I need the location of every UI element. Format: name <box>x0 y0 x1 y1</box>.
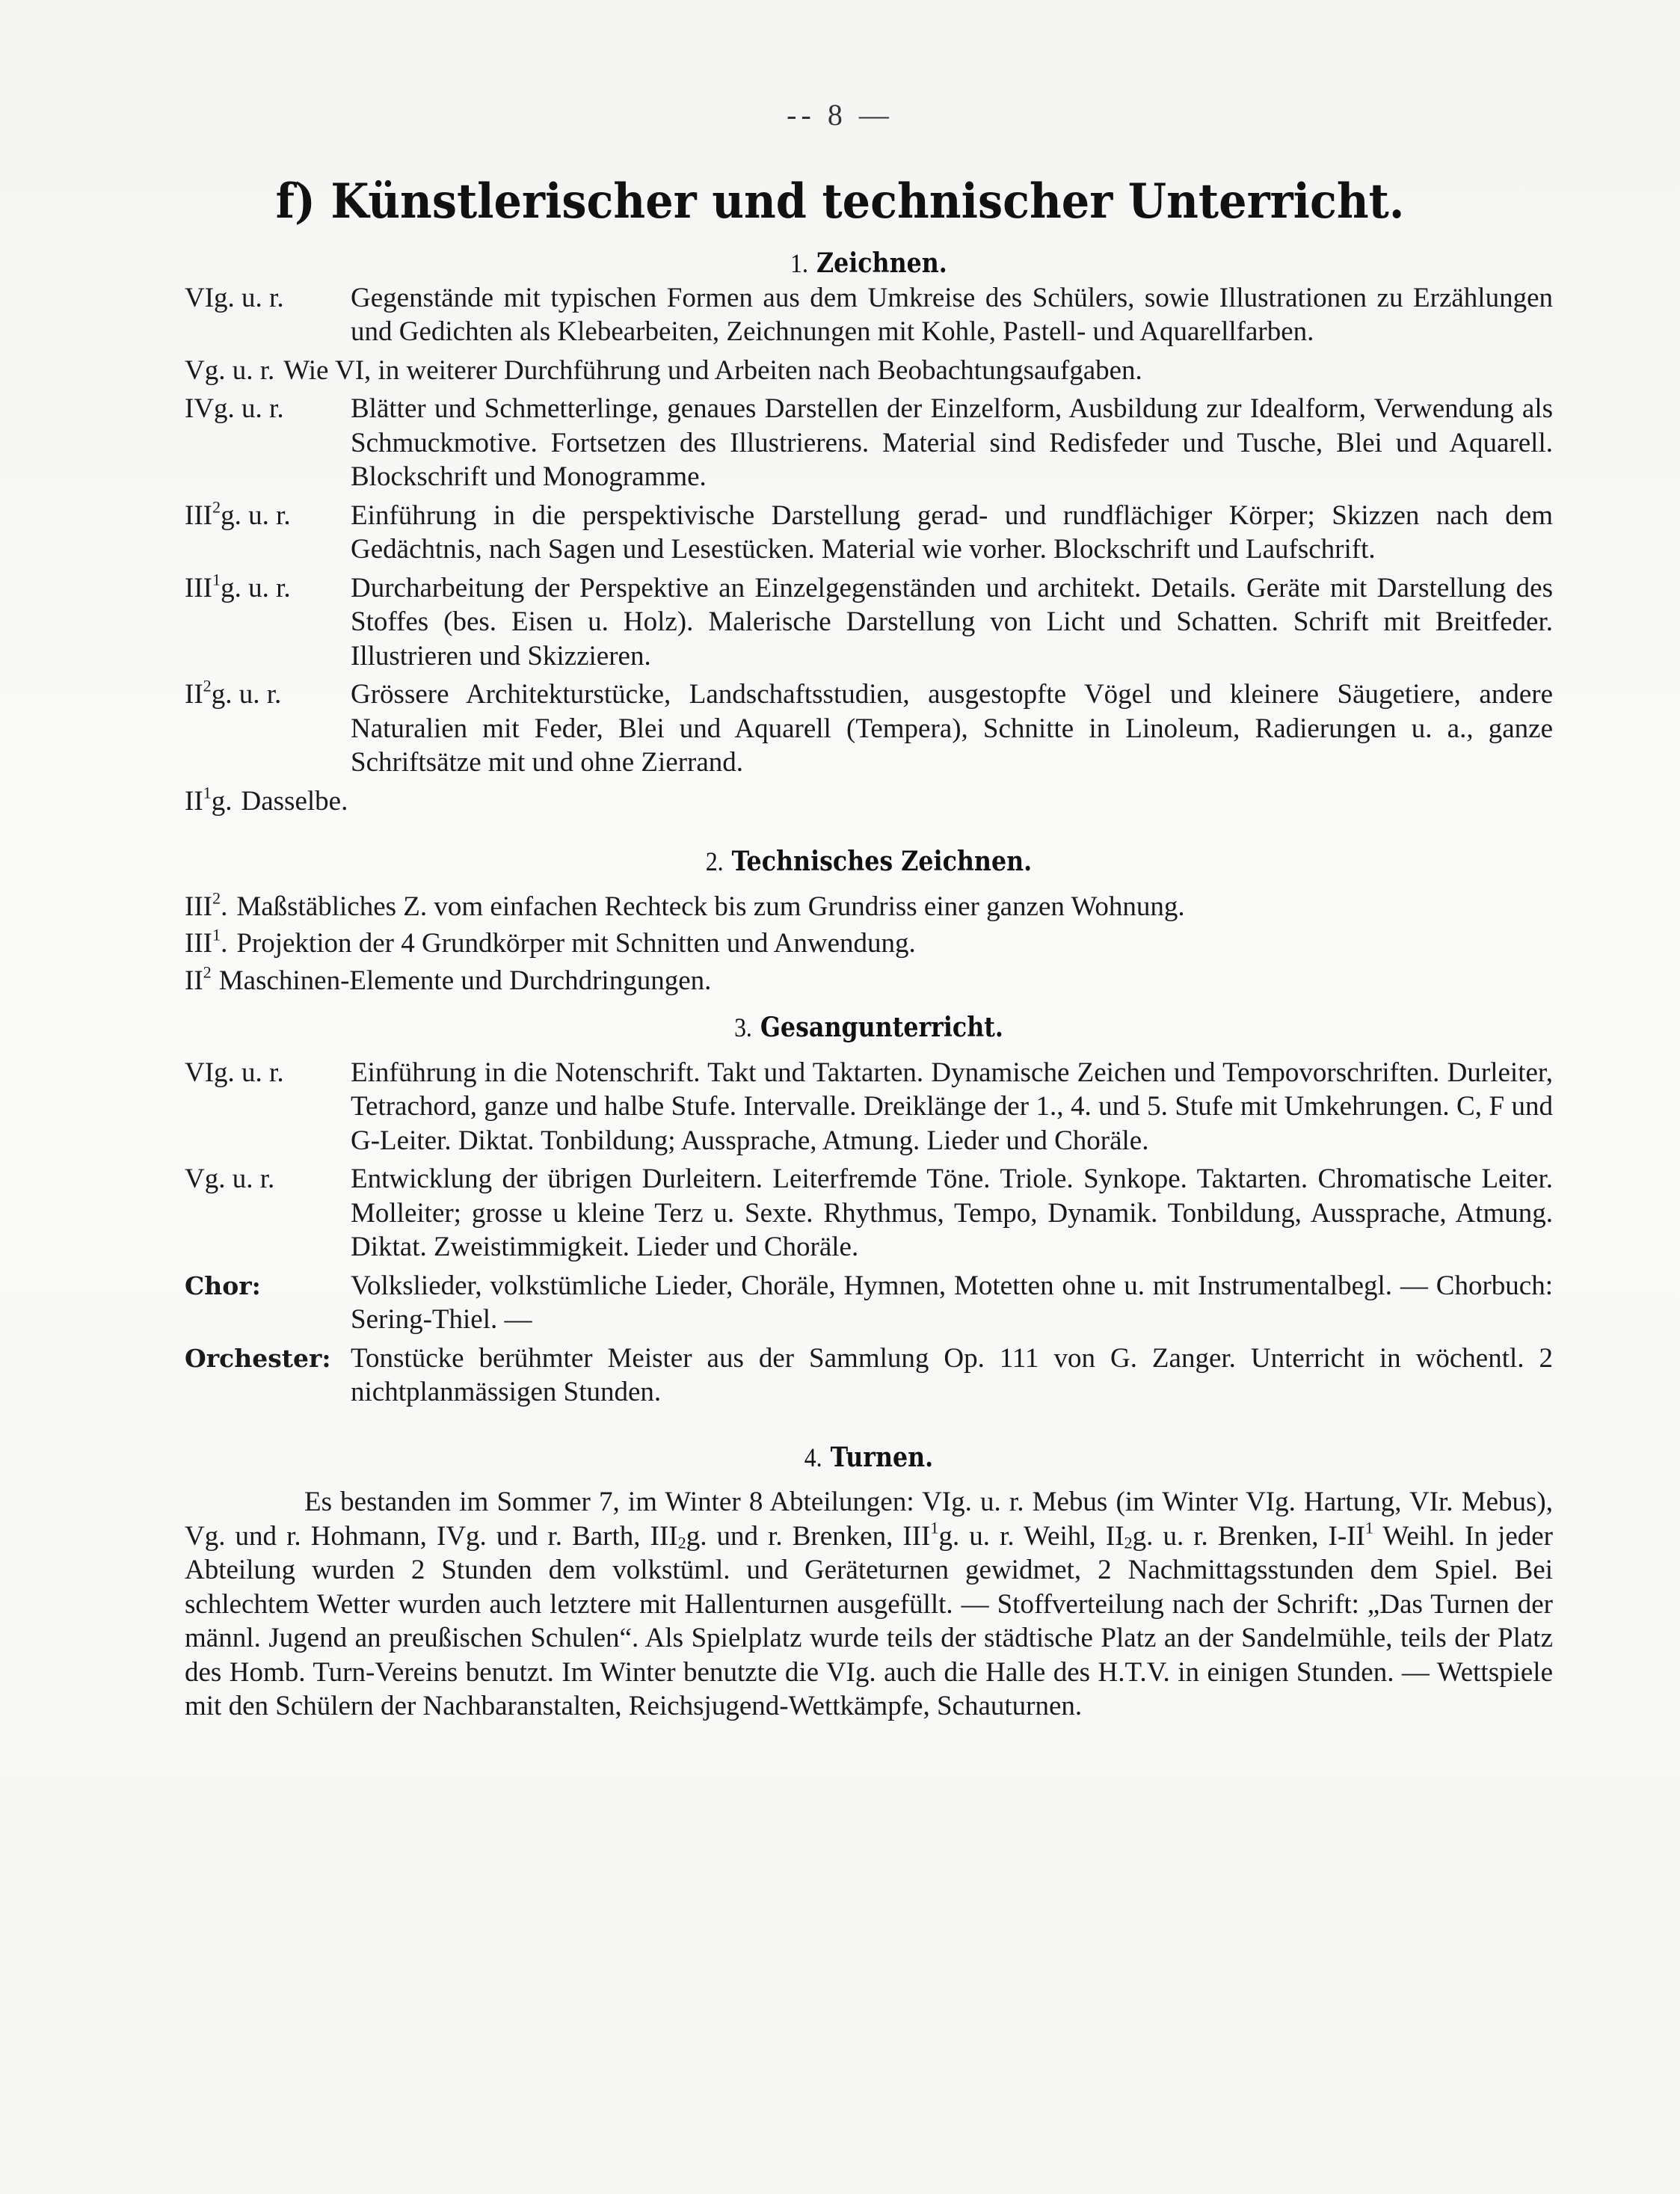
entry-text: Gegenstände mit typischen Formen aus dem Umkreise des Schülers, sowie Illustrationen zu Erzählungen und Gedichten als Klebearbeiten, Zeichnungen mit Kohle, Pastell- und Aquarellfarben. <box>351 282 1553 347</box>
entry-tz-ii2 <box>185 964 1553 998</box>
entry-tz-iii2 <box>185 890 1553 924</box>
section-heading-technisches-zeichnen: 2. Technisches Zeichnen. <box>705 846 1033 877</box>
entry-zeichnen-iii2 <box>185 499 1553 567</box>
entry-zeichnen-v <box>185 354 1553 388</box>
entry-zeichnen-iv <box>185 392 1553 494</box>
entry-text: Entwicklung der übrigen Durleitern. Leiterfremde Töne. Triole. Synkope. Taktarten. Chromatische Leiter. Molleiter; grosse u kleine Terz u. Sexte. Rhythmus, Tempo, Dynamik. Tonbildung, Aussprache, Atmung. Diktat. Zweistimmigkeit. Lieder und Choräle. <box>351 1164 1553 1262</box>
entry-text: Einführung in die Notenschrift. Takt und Taktarten. Dynamische Zeichen und Tempovorschriften. Durleiter, Tetrachord, ganze und halbe Stufe. Intervalle. Dreiklänge der 1., 4. und 5. Stufe mit Umkehrungen. C, F und G-Leiter. Diktat. Tonbildung; Aussprache, Atmung. Lieder und Choräle. <box>351 1057 1553 1156</box>
entry-gesang-vi <box>185 1056 1553 1158</box>
class-label: III$^2$. <box>185 888 228 922</box>
entry-text: Wie VI, in weiterer Durchführung und Arbeiten nach Beobachtungsaufgaben. <box>283 354 1142 386</box>
entry-text: Grössere Architekturstücke, Landschaftsstudien, ausgestopfte Vögel und kleinere Säugetiere, andere Naturalien mit Feder, Blei und Aquarell (Tempera), Schnitte in Linoleum, Radierungen u. a., ganze Schriftsätze mit und ohne Zierrand. <box>351 679 1553 778</box>
class-label: VIg. u. r. <box>185 1057 284 1088</box>
entry-text: Durcharbeitung der Perspektive an Einzelgegenständen und architekt. Details. Geräte mit Darstellung des Stoffes (bes. Eisen u. Holz). Malerische Darstellung von Licht und Schatten. Schrift mit Breitfeder. Illustrieren und Skizzieren. <box>351 572 1553 672</box>
entry-zeichnen-ii1 <box>185 784 1553 819</box>
chor-label: Chor: <box>185 1270 261 1300</box>
section-heading-turnen: 4. Turnen. <box>804 1441 934 1473</box>
entry-text: Volkslieder, volkstümliche Lieder, Choräle, Hymnen, Motetten ohne u. mit Instrumentalbegl. — Chorbuch: Sering-Thiel. — <box>351 1270 1553 1335</box>
class-label: III$^1$g. u. r. <box>185 569 291 603</box>
page-title: f) Künstlerischer und technischer Unterricht. <box>275 173 1405 230</box>
entry-zeichnen-iii1 <box>185 571 1553 674</box>
page-number: -- 8 — <box>787 98 893 132</box>
class-label: III$^2$g. u. r. <box>185 497 291 531</box>
entry-gesang-chor <box>185 1269 1553 1337</box>
entry-zeichnen-ii2 <box>185 677 1553 780</box>
class-label: IVg. u. r. <box>185 393 284 424</box>
entry-text: Maschinen-Elemente und Durchdringungen. <box>218 965 712 996</box>
section-heading-zeichnen: 1. Zeichnen. <box>790 248 947 279</box>
entry-gesang-v <box>185 1162 1553 1265</box>
turnen-paragraph: Es bestanden im Sommer 7, im Winter 8 Abteilungen: VIg. u. r. Mebus (im Winter VIg. Hartung, VIr. Mebus), Vg. und r. Hohmann, IVg. und r. Barth, $III_2g$. und r. Brenken, III$^1$g. u. r. Weihl, $II_2g$. u. r. Brenken, $I-II^1$ Weihl. In jeder Abteilung wurden 2 Stunden dem volkstüml. und Geräteturnen gewidmet, 2 Nachmittagsstunden dem Spiel. Bei schlechtem Wetter wurden auch letztere mit Hallenturnen ausgefüllt. — Stoffverteilung nach der Schrift: „Das Turnen der männl. Jugend an preußischen Schulen“. Als Spielplatz wurde teils der städtische Platz an der Sandelmühle, teils der Platz des Homb. Turn-Vereins benutzt. Im Winter benutzte die VIg. auch die Halle des H.T.V. in einigen Stunden. — Wettspiele mit den Schülern der Nachbaranstalten, Reichsjugend-Wettkämpfe, Schauturnen. <box>185 1487 1553 1721</box>
entry-tz-iii1 <box>185 927 1553 961</box>
entry-text: Projektion der 4 Grundkörper mit Schnitten und Anwendung. <box>236 928 916 959</box>
entry-text: Blätter und Schmetterlinge, genaues Darstellen der Einzelform, Ausbildung zur Idealform, Verwendung als Schmuckmotive. Fortsetzen des Illustrierens. Material sind Redisfeder und Tusche, Blei und Aquarell. Blockschrift und Monogramme. <box>351 393 1553 492</box>
entry-text: Einführung in die perspektivische Darstellung gerad- und rundflächiger Körper; Skizzen nach dem Gedächtnis, nach Sagen und Lesestücken. Material wie vorher. Blockschrift und Laufschrift. <box>351 500 1553 565</box>
class-label: $II^2$ <box>185 962 212 996</box>
entry-text: Tonstücke berühmter Meister aus der Sammlung Op. 111 von G. Zanger. Unterricht in wöchentl. 2 nichtplanmässigen Stunden. <box>351 1342 1553 1407</box>
class-label: $II^1g$. <box>185 782 233 817</box>
class-label: Vg. u. r. <box>185 1164 275 1194</box>
class-label: $II^2g$. u. r. <box>185 676 282 710</box>
class-label: Vg. u. r. <box>185 354 275 386</box>
orchester-label: Orchester: <box>185 1343 331 1373</box>
class-label: III$^1$. <box>185 925 228 959</box>
page-content <box>185 247 1553 1724</box>
entry-zeichnen-vi <box>185 281 1553 349</box>
entry-text: Dasselbe. <box>241 785 348 817</box>
entry-text: Maßstäbliches Z. vom einfachen Rechteck bis zum Grundriss einer ganzen Wohnung. <box>236 891 1185 922</box>
section-heading-gesangunterricht: 3. Gesangunterricht. <box>734 1012 1003 1043</box>
class-label: VIg. u. r. <box>185 282 284 313</box>
entry-gesang-orchester <box>185 1342 1553 1410</box>
